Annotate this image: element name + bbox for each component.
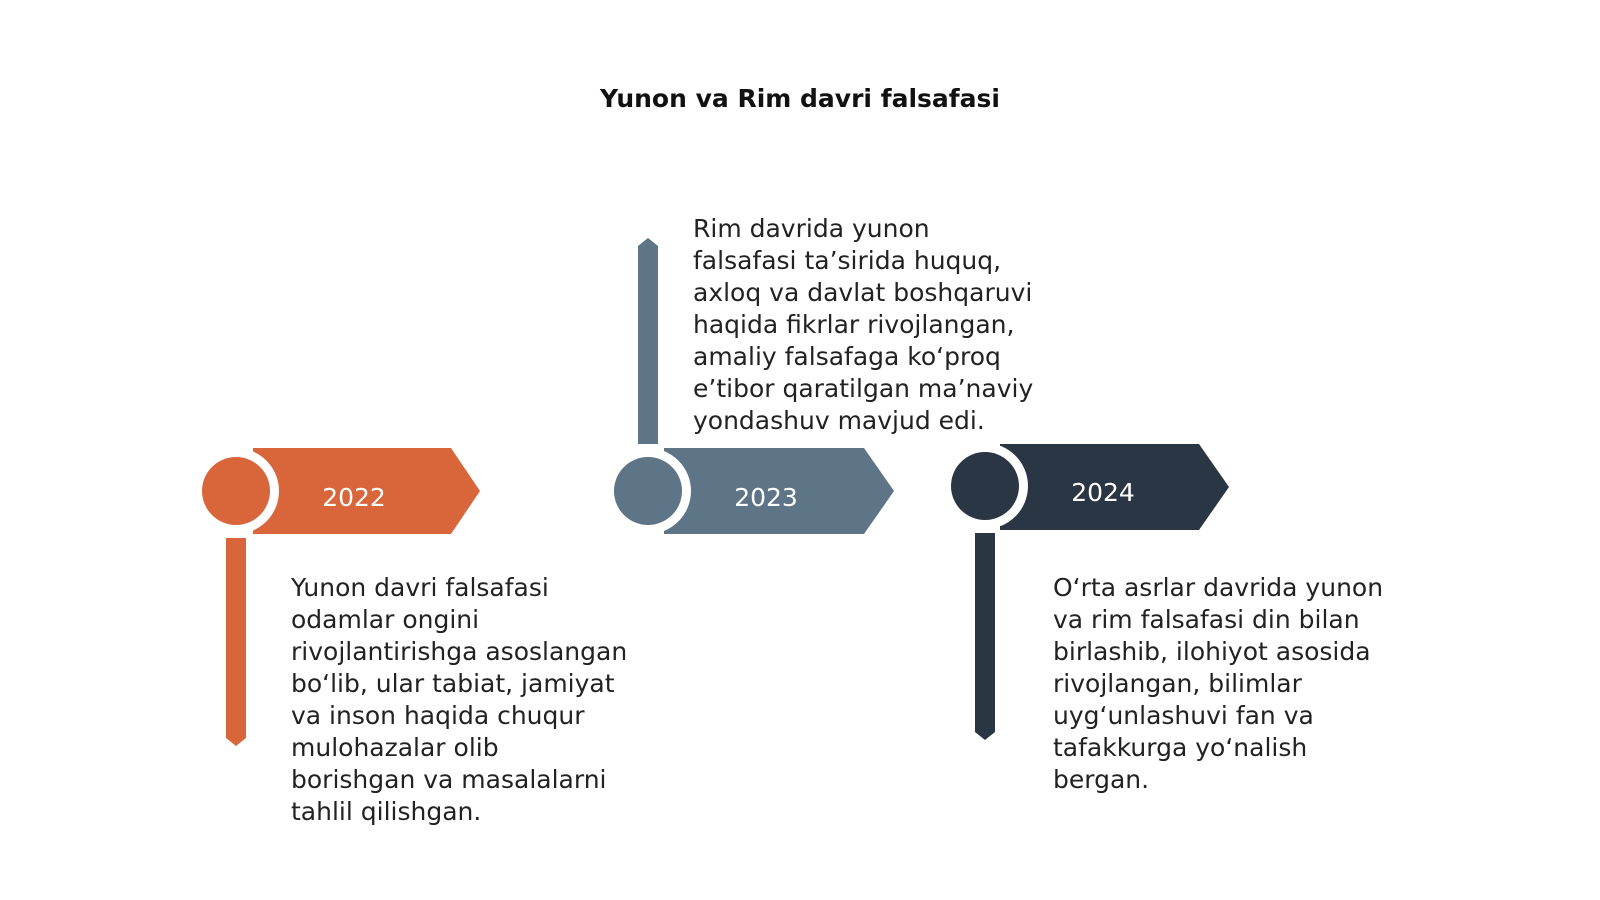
milestone-stem-2022 [226, 538, 246, 746]
milestone-dot-2024 [951, 452, 1019, 520]
milestone-description-2024: O‘rta asrlar davrida yunon va rim falsafasi din bilan birlashib, ilohiyot asosida rivojlangan, bilimlar uyg‘unlashuvi fan va tafakkurga yo‘nalish bergan. [1053, 573, 1384, 794]
milestone-stem-2024 [975, 533, 995, 740]
year-label-2022: 2022 [322, 483, 386, 512]
diagram-title: Yunon va Rim davri falsafasi [600, 84, 1000, 113]
milestone-dot-2022 [202, 457, 270, 525]
milestone-stem-2023 [638, 238, 658, 444]
milestone-description-2023: Rim davrida yunon falsafasi ta’sirida huquq, axloq va davlat boshqaruvi haqida fikrlar rivojlangan, amaliy falsafaga ko‘proq e’tibor qaratilgan ma’naviy yondashuv mavjud edi. [693, 214, 1034, 435]
year-label-2023: 2023 [734, 483, 798, 512]
year-label-2024: 2024 [1071, 478, 1135, 507]
milestone-description-2022: Yunon davri falsafasi odamlar ongini rivojlantirishga asoslangan bo‘lib, ular tabiat, jamiyat va inson haqida chuqur mulohazalar olib borishgan va masalalarni tahlil qilishgan. [291, 573, 628, 826]
milestone-dot-2023 [614, 457, 682, 525]
